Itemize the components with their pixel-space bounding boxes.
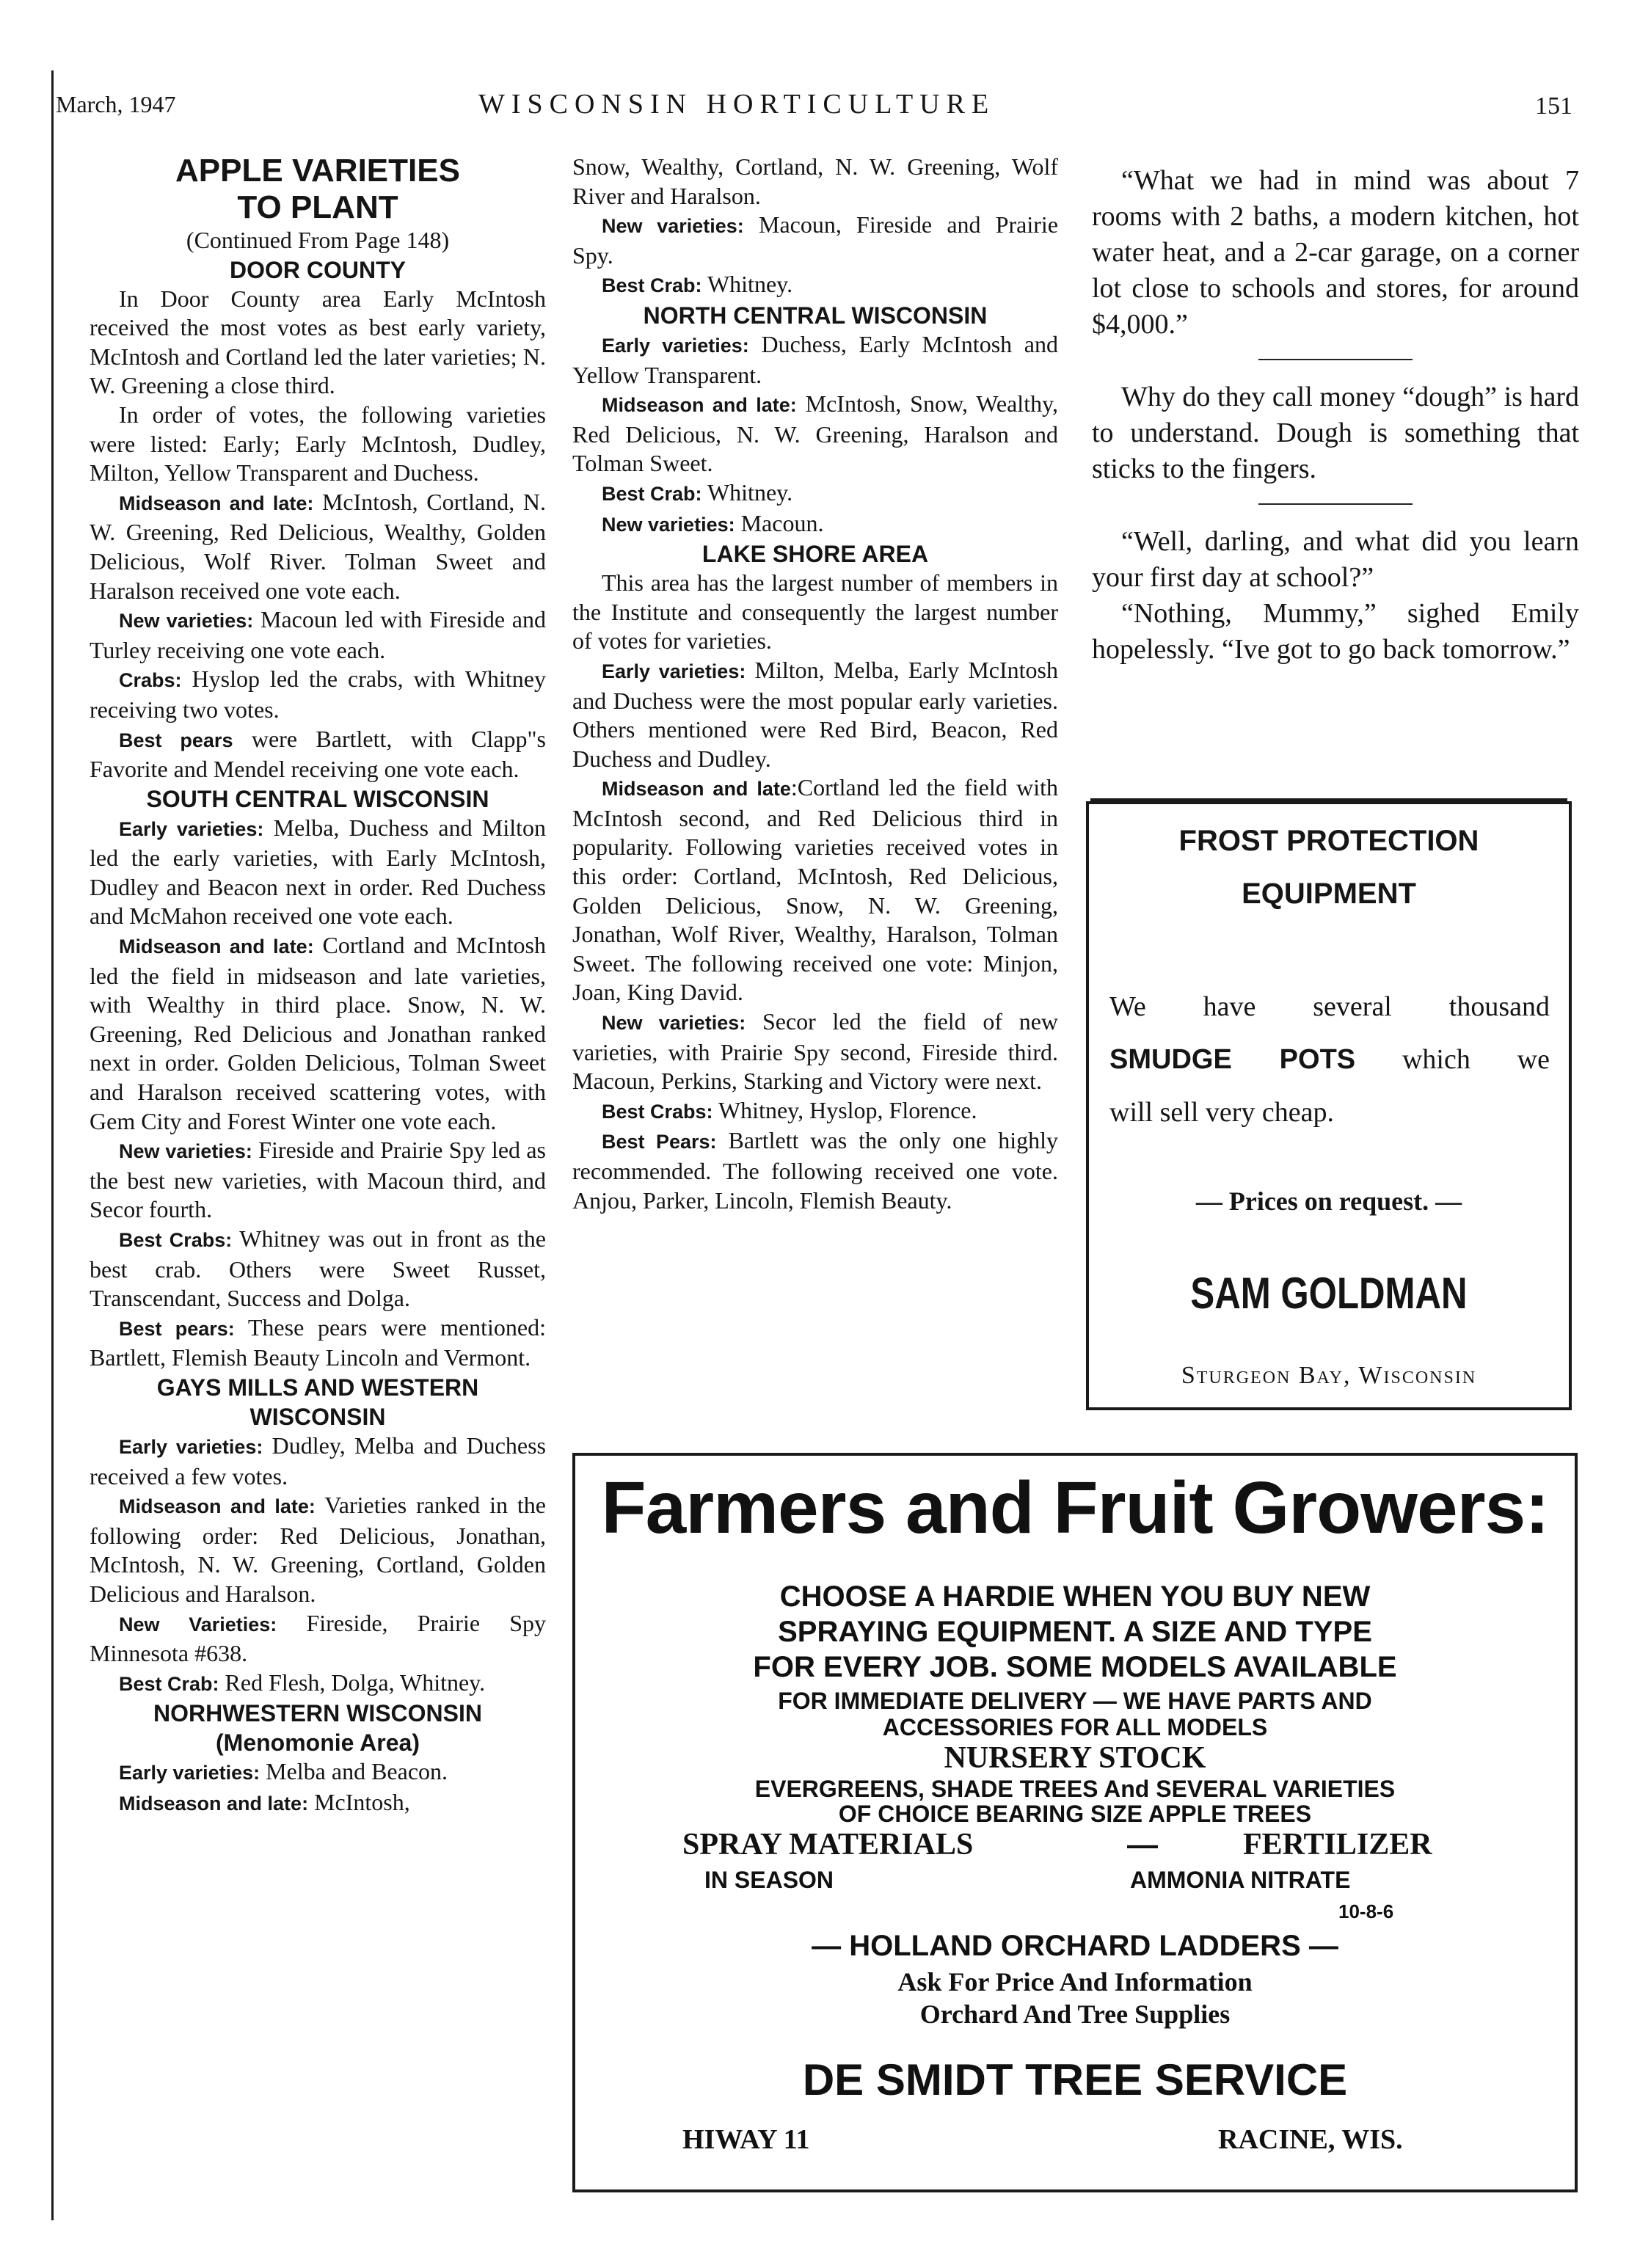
paragraph: [90, 1432, 546, 1491]
text: McIntosh, Cortland, N. W. Greening, Red Delicious, Wealthy, Golden Delicious, Wolf River. Tolman Sweet and Haralson received one vote each.: [90, 488, 547, 604]
paragraph: [572, 773, 1058, 1007]
filler-joke: “Well, darling, and what did you learn your first day at school?”: [1092, 526, 1579, 593]
text: Red Flesh, Dolga, Whitney.: [219, 1669, 486, 1696]
label: Best Pears:: [602, 1131, 717, 1153]
text: were Bartlett, with Clapp"s Favorite and Mendel receiving one vote each.: [90, 725, 547, 783]
fertilizer-ratio: 10-8-6: [1338, 1900, 1394, 1922]
text: Varieties ranked in the following order: Red Delicious, Jonathan, McIntosh, N. W. Greening, Cortland, Golden Delicious and Haralson.: [90, 1492, 547, 1607]
header-page-number: 151: [1535, 92, 1572, 120]
label: New varieties:: [602, 513, 735, 536]
paragraph: [90, 931, 546, 1136]
text: McIntosh, Snow, Wealthy, Red Delicious, N. W. Greening, Haralson and Tolman Sweet.: [572, 390, 1059, 477]
paragraph: [572, 1126, 1058, 1215]
text: Whitney, Hyslop, Florence.: [712, 1096, 977, 1123]
paragraph: [572, 211, 1058, 270]
text: Dudley, Melba and Duchess received a few votes.: [90, 1432, 547, 1489]
text: Macoun, Fireside and Prairie Spy.: [572, 211, 1059, 269]
section-heading-south-central: SOUTH CENTRAL WISCONSIN: [146, 785, 489, 812]
label: Best pears: [119, 729, 233, 751]
text: McIntosh,: [308, 1788, 410, 1815]
article-title-line1: APPLE VARIETIES: [175, 153, 460, 189]
label: Early varieties:: [119, 817, 264, 840]
section-subheading: (Menomonie Area): [216, 1729, 420, 1757]
text: Melba and Beacon.: [260, 1758, 448, 1785]
text: Duchess, Early McIntosh and Yellow Transparent.: [572, 330, 1059, 388]
paragraph: [90, 1136, 546, 1225]
paragraph: [572, 656, 1058, 773]
ad-line: CHOOSE A HARDIE WHEN YOU BUY NEW: [779, 1580, 1371, 1613]
ad-line: FOR IMMEDIATE DELIVERY — WE HAVE PARTS AND: [778, 1688, 1372, 1714]
ammonia-nitrate: AMMONIA NITRATE: [1130, 1867, 1351, 1893]
company-name: DE SMIDT TREE SERVICE: [802, 2055, 1348, 2104]
label: New varieties:: [602, 215, 744, 238]
paragraph: [90, 1757, 546, 1788]
margin-rule: [51, 70, 54, 2220]
paragraph: [572, 270, 1058, 301]
paragraph: [90, 1609, 546, 1669]
paragraph: [572, 390, 1058, 478]
label: Best Crabs:: [602, 1100, 713, 1123]
text: Fireside, Prairie Spy Minnesota #638.: [90, 1609, 547, 1667]
label: Early varieties:: [119, 1762, 260, 1784]
text: Whitney was out in front as the best crab. Others were Sweet Russet, Transcendant, Success and Dolga.: [90, 1225, 547, 1312]
text: Hyslop led the crabs, with Whitney receiving two votes.: [90, 666, 546, 723]
column-right-fillers: [1092, 163, 1579, 668]
ad-title-line2: EQUIPMENT: [1242, 878, 1416, 910]
text: Macoun.: [735, 509, 824, 536]
label: New varieties:: [119, 610, 254, 632]
ad-line: OF CHOICE BEARING SIZE APPLE TREES: [838, 1801, 1312, 1827]
paragraph: [90, 488, 546, 605]
paragraph: In order of votes, the following varieties were listed: Early; Early McIntosh, Dudley, Milton, Yellow Transparent and Duchess.: [90, 401, 546, 486]
filler-joke: “Nothing, Mummy,” sighed Emily hopelessly. “Ive got to go back tomorrow.”: [1092, 598, 1579, 665]
label: Best Crab:: [119, 1672, 219, 1695]
label: Midseason and late:: [602, 394, 797, 417]
paragraph: [90, 814, 546, 931]
paragraph: [572, 1096, 1058, 1127]
paragraph: [90, 1313, 546, 1373]
paragraph: [572, 478, 1058, 509]
label: Midseason and late:: [119, 492, 314, 514]
filler-joke: Why do they call money “dough” is hard to understand. Dough is something that sticks to the fingers.: [1092, 382, 1579, 484]
divider: [1258, 503, 1413, 505]
ad-line: SPRAYING EQUIPMENT. A SIZE AND TYPE: [778, 1616, 1372, 1648]
ad-body-line3: will sell very cheap.: [1109, 1097, 1335, 1128]
ad-body-line2: [1109, 1043, 1550, 1076]
text: Milton, Melba, Early McIntosh and Duchess were the most popular early varieties. Others mentioned were Red Bird, Beacon, Red Duchess and Dudley.: [572, 656, 1059, 772]
header-date: March, 1947: [56, 91, 176, 117]
advertiser-location: Sturgeon Bay, Wisconsin: [1181, 1362, 1477, 1389]
paragraph: [572, 1007, 1058, 1096]
label: Early varieties:: [119, 1435, 263, 1458]
ad-line: ACCESSORIES FOR ALL MODELS: [882, 1714, 1268, 1740]
advertiser-name: SAM GOLDMAN: [1190, 1269, 1468, 1318]
ladders-line: — HOLLAND ORCHARD LADDERS —: [812, 1930, 1338, 1962]
column-left: [90, 153, 546, 1819]
label: Best Crab:: [602, 482, 702, 505]
ad-body-text: which we: [1355, 1044, 1550, 1075]
label: Midseason and late:: [119, 1792, 309, 1815]
ad-body-line1: We have several thousand: [1109, 991, 1550, 1022]
label: Best Crab:: [602, 274, 702, 297]
text: Secor led the field of new varieties, with Prairie Spy second, Fireside third. Macoun, Perkins, Starking and Victory were next.: [572, 1008, 1059, 1095]
label: Best Crabs:: [119, 1229, 233, 1251]
paragraph: In Door County area Early McIntosh received the most votes as best early variety, McIntosh and Cortland led the later varieties; N. W. Greening a close third.: [90, 285, 546, 399]
company-city: RACINE, WIS.: [1218, 2124, 1403, 2155]
label: Best pears:: [119, 1317, 235, 1340]
continued-note: (Continued From Page 148): [186, 227, 450, 253]
paragraph: [90, 1788, 546, 1819]
paragraph: [572, 330, 1058, 390]
orchard-supplies: Orchard And Tree Supplies: [919, 1999, 1231, 2029]
text: Macoun led with Fireside and Turley receiving one vote each.: [90, 606, 547, 663]
paragraph: [90, 605, 546, 665]
section-heading-northwestern: NORHWESTERN WISCONSIN: [153, 1700, 482, 1727]
paragraph: [90, 1491, 546, 1608]
nursery-stock-heading: NURSERY STOCK: [944, 1741, 1206, 1775]
paragraph: [90, 1225, 546, 1313]
section-heading-gays-mills: GAYS MILLS AND WESTERN WISCONSIN: [156, 1374, 479, 1430]
ad-line: FOR EVERY JOB. SOME MODELS AVAILABLE: [753, 1651, 1397, 1683]
company-address: HIWAY 11: [682, 2124, 810, 2155]
article-title-line2: TO PLANT: [237, 189, 398, 225]
label: Midseason and late: [602, 778, 791, 801]
smudge-pots: SMUDGE POTS: [1109, 1044, 1356, 1075]
paragraph: [90, 1669, 546, 1699]
text: Melba, Duchess and Milton led the early varieties, with Early McIntosh, Dudley and Beacon next in order. Red Duchess and McMahon received one vote each.: [90, 814, 547, 930]
divider: [1258, 359, 1413, 360]
text: Fireside and Prairie Spy led as the best new varieties, with Macoun third, and Secor fourth.: [90, 1137, 547, 1223]
label: Early varieties:: [602, 334, 749, 357]
label: Early varieties:: [602, 660, 746, 682]
label: New varieties:: [602, 1012, 746, 1035]
text: :Cortland led the field with McIntosh second, and Red Delicious third in popularity. Following varieties received votes in this order: Cortland, McIntosh, Red Delicious, Golden Delicious, Snow, N. W. Greening, Jonathan, Wolf River, Wealthy, Haralson, Tolman Sweet. The following received one vote: Minjon, Joan, King David.: [572, 774, 1058, 1006]
paragraph: This area has the largest number of members in the Institute and consequently the largest number of votes for varieties.: [572, 569, 1058, 654]
paragraph: Snow, Wealthy, Cortland, N. W. Greening, Wolf River and Haralson.: [572, 153, 1058, 209]
section-heading-door-county: DOOR COUNTY: [230, 256, 406, 283]
section-heading-lake-shore: LAKE SHORE AREA: [701, 541, 929, 568]
ad-headline: Farmers and Fruit Growers:: [601, 1467, 1549, 1549]
paragraph: [90, 725, 546, 784]
fertilizer: FERTILIZER: [1243, 1828, 1432, 1862]
spray-materials: SPRAY MATERIALS: [682, 1828, 974, 1862]
frost-protection-ad: [1086, 801, 1572, 1410]
label: New varieties:: [119, 1140, 252, 1163]
text: Whitney.: [701, 271, 793, 298]
paragraph: [90, 665, 546, 724]
header-title: WISCONSIN HORTICULTURE: [478, 89, 996, 120]
ask-for-price: Ask For Price And Information: [897, 1967, 1253, 1997]
ad-title-line1: FROST PROTECTION: [1178, 825, 1479, 857]
label: Midseason and late:: [119, 1495, 316, 1518]
in-season: IN SEASON: [704, 1867, 834, 1893]
text: Bartlett was the only one highly recommended. The following received one vote. Anjou, Parker, Lincoln, Flemish Beauty.: [572, 1127, 1058, 1214]
text: These pears were mentioned: Bartlett, Flemish Beauty Lincoln and Vermont.: [90, 1313, 546, 1371]
section-heading-north-central: NORTH CENTRAL WISCONSIN: [643, 302, 988, 329]
label: Midseason and late:: [119, 936, 314, 958]
tree-service-ad: [572, 1453, 1578, 2192]
dash: —: [1127, 1827, 1158, 1862]
text: Whitney.: [701, 478, 793, 506]
text: Cortland and McIntosh led the field in midseason and late varieties, with Wealthy in third place. Snow, N. W. Greening, Red Delicious and Jonathan ranked next in order. Golden Delicious, Tolman Sweet and Haralson received scattering votes, with Gem City and Forest Winter one vote each.: [90, 932, 547, 1134]
label: Crabs:: [119, 669, 182, 692]
filler-joke: “What we had in mind was about 7 rooms with 2 baths, a modern kitchen, hot water heat, and a 2-car garage, on a corner lot close to schools and stores, for around $4,000.”: [1092, 165, 1579, 340]
label: New Varieties:: [119, 1613, 277, 1636]
ad-line: EVERGREENS, SHADE TREES And SEVERAL VARIETIES: [754, 1776, 1396, 1802]
column-middle: [572, 153, 1058, 1215]
prices-on-request: — Prices on request. —: [1195, 1186, 1462, 1216]
paragraph: [572, 509, 1058, 540]
